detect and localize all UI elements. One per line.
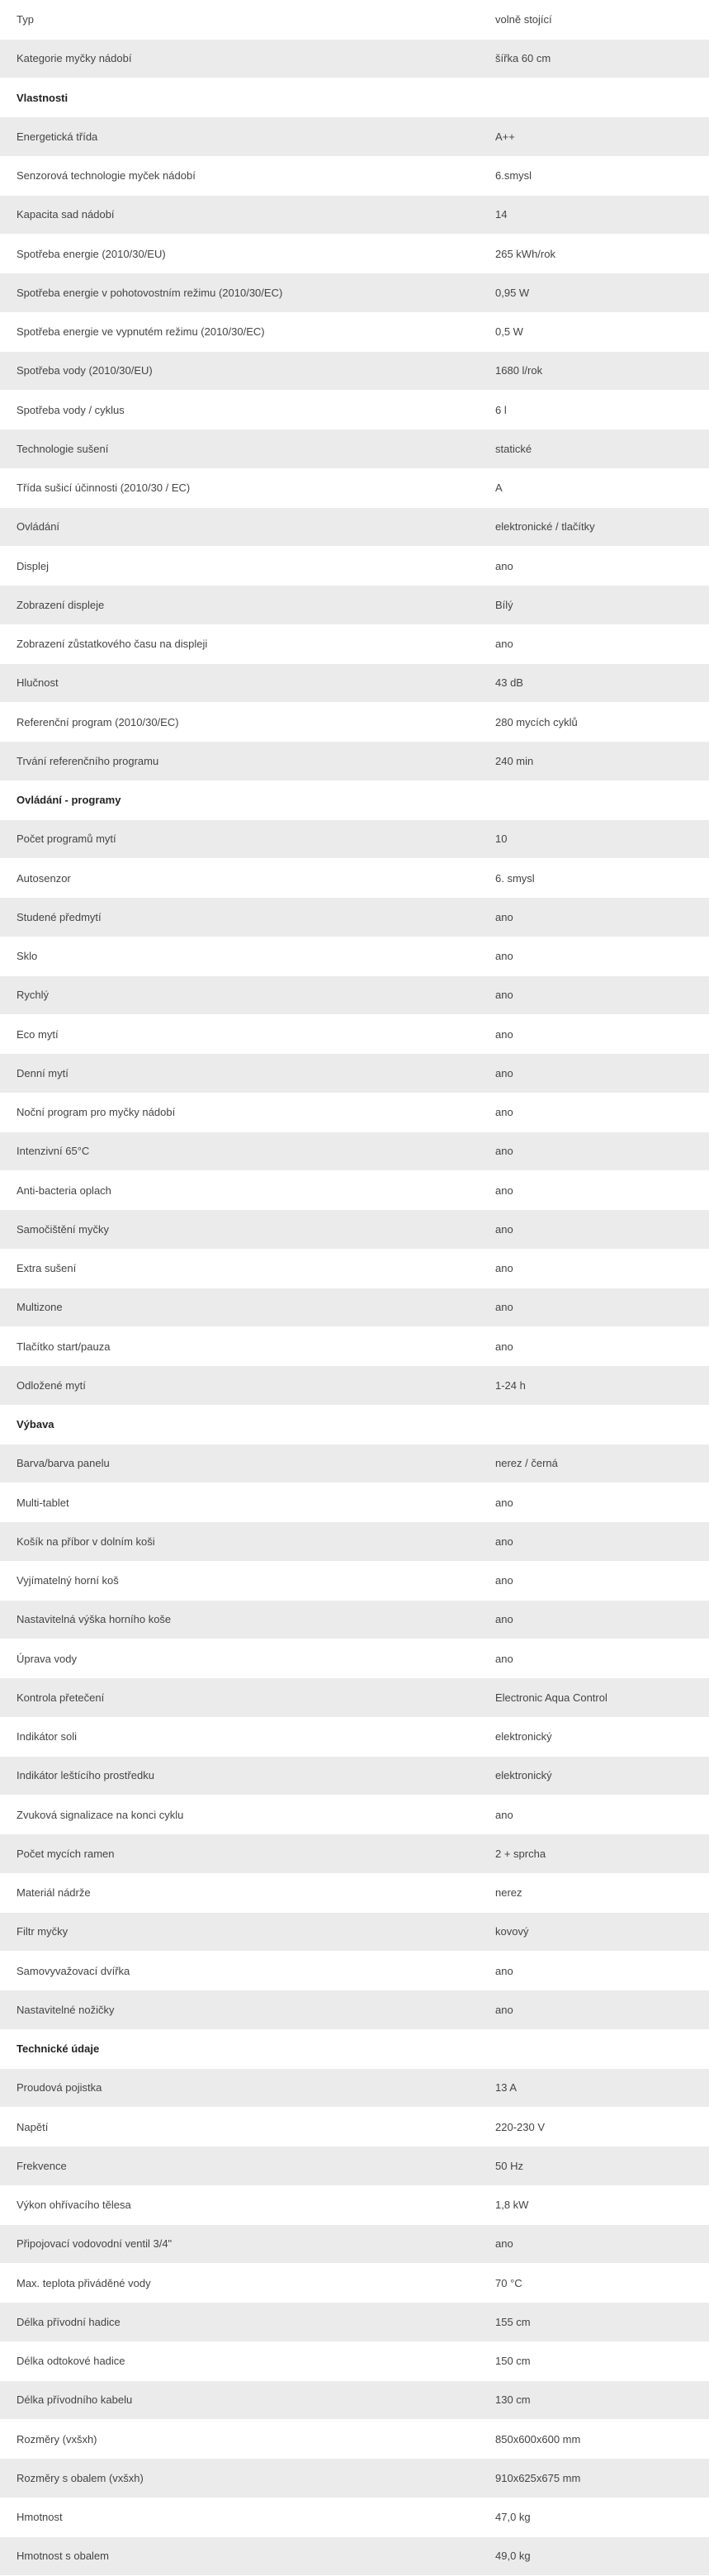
spec-label: Denní mytí: [0, 1054, 479, 1093]
spec-row: [0, 1015, 709, 1054]
spec-value: 70 °C: [479, 2264, 709, 2303]
spec-value: 280 mycích cyklů: [479, 703, 709, 742]
spec-label: Košík na příbor v dolním koši: [0, 1522, 479, 1561]
spec-label: Rychlý: [0, 975, 479, 1014]
spec-row: [0, 1522, 709, 1561]
spec-row: [0, 1093, 709, 1131]
section-title: Vlastnosti: [0, 78, 709, 117]
spec-label: Spotřeba energie v pohotovostním režimu (2010/30/EC): [0, 273, 479, 312]
spec-value: 0,5 W: [479, 312, 709, 351]
spec-row: [0, 1288, 709, 1326]
spec-row: [0, 39, 709, 78]
spec-value: ano: [479, 547, 709, 586]
spec-value: ano: [479, 898, 709, 937]
spec-value: 150 cm: [479, 2341, 709, 2380]
spec-value: elektronické / tlačítky: [479, 507, 709, 546]
spec-label: Proudová pojistka: [0, 2068, 479, 2107]
spec-value: ano: [479, 2224, 709, 2263]
spec-row: [0, 273, 709, 312]
spec-value: ano: [479, 1639, 709, 1678]
spec-row: [0, 1600, 709, 1639]
spec-row: [0, 1873, 709, 1912]
spec-row: [0, 2420, 709, 2459]
section-header-row: [0, 2029, 709, 2068]
spec-row: [0, 507, 709, 546]
spec-row: [0, 156, 709, 195]
spec-label: Extra sušení: [0, 1249, 479, 1288]
spec-label: Zobrazení displeje: [0, 586, 479, 624]
spec-label: Kontrola přetečení: [0, 1678, 479, 1717]
spec-label: Energetická třída: [0, 117, 479, 156]
spec-label: Připojovací vodovodní ventil 3/4": [0, 2224, 479, 2263]
spec-label: Technologie sušení: [0, 429, 479, 468]
spec-row: [0, 898, 709, 937]
spec-row: [0, 1249, 709, 1288]
spec-value: 10: [479, 819, 709, 858]
spec-label: Eco mytí: [0, 1015, 479, 1054]
spec-row: [0, 1756, 709, 1795]
spec-row: [0, 2498, 709, 2536]
spec-row: [0, 2185, 709, 2224]
section-title: Výbava: [0, 1405, 709, 1444]
spec-value: ano: [479, 1093, 709, 1131]
spec-label: Rozměry (vxšxh): [0, 2420, 479, 2459]
spec-value: nerez / černá: [479, 1444, 709, 1483]
spec-row: [0, 429, 709, 468]
spec-label: Nastavitelné nožičky: [0, 1990, 479, 2029]
spec-row: [0, 1834, 709, 1873]
spec-label: Noční program pro myčky nádobí: [0, 1093, 479, 1131]
spec-value: ano: [479, 1952, 709, 1990]
spec-value: ano: [479, 1249, 709, 1288]
spec-row: [0, 1171, 709, 1210]
spec-row: [0, 235, 709, 273]
spec-row: [0, 1483, 709, 1522]
spec-row: [0, 2147, 709, 2185]
spec-label: Barva/barva panelu: [0, 1444, 479, 1483]
spec-row: [0, 2224, 709, 2263]
spec-value: kovový: [479, 1912, 709, 1951]
spec-label: Napětí: [0, 2108, 479, 2147]
spec-value: ano: [479, 975, 709, 1014]
spec-value: elektronický: [479, 1717, 709, 1756]
spec-row: [0, 2380, 709, 2419]
spec-row: [0, 351, 709, 390]
spec-row: [0, 819, 709, 858]
spec-row: [0, 117, 709, 156]
spec-value: 155 cm: [479, 2303, 709, 2341]
spec-row: [0, 2536, 709, 2575]
spec-value: 850x600x600 mm: [479, 2420, 709, 2459]
spec-label: Počet programů mytí: [0, 819, 479, 858]
spec-value: 1680 l/rok: [479, 351, 709, 390]
spec-value: ano: [479, 1796, 709, 1834]
spec-label: Zvuková signalizace na konci cyklu: [0, 1796, 479, 1834]
spec-row: [0, 586, 709, 624]
spec-row: [0, 1990, 709, 2029]
spec-value: ano: [479, 1054, 709, 1093]
spec-label: Délka přívodní hadice: [0, 2303, 479, 2341]
spec-row: [0, 2068, 709, 2107]
spec-label: Kategorie myčky nádobí: [0, 39, 479, 78]
spec-value: 1,8 kW: [479, 2185, 709, 2224]
spec-label: Odložené mytí: [0, 1366, 479, 1405]
section-header-row: [0, 78, 709, 117]
spec-label: Hmotnost s obalem: [0, 2536, 479, 2575]
spec-row: [0, 624, 709, 663]
spec-label: Typ: [0, 0, 479, 39]
spec-value: 6.smysl: [479, 156, 709, 195]
spec-label: Výkon ohřívacího tělesa: [0, 2185, 479, 2224]
spec-label: Displej: [0, 547, 479, 586]
spec-label: Rozměry s obalem (vxšxh): [0, 2459, 479, 2498]
spec-label: Senzorová technologie myček nádobí: [0, 156, 479, 195]
spec-value: šířka 60 cm: [479, 39, 709, 78]
spec-label: Zobrazení zůstatkového času na displeji: [0, 624, 479, 663]
spec-label: Tlačítko start/pauza: [0, 1327, 479, 1366]
spec-row: [0, 1054, 709, 1093]
spec-label: Autosenzor: [0, 859, 479, 898]
spec-value: ano: [479, 1171, 709, 1210]
spec-label: Kapacita sad nádobí: [0, 195, 479, 234]
spec-label: Spotřeba energie (2010/30/EU): [0, 235, 479, 273]
spec-row: [0, 1639, 709, 1678]
spec-row: [0, 2303, 709, 2341]
spec-value: ano: [479, 1561, 709, 1600]
spec-row: [0, 195, 709, 234]
spec-label: Samočištění myčky: [0, 1210, 479, 1249]
spec-label: Multi-tablet: [0, 1483, 479, 1522]
spec-row: [0, 1678, 709, 1717]
spec-row: [0, 1561, 709, 1600]
spec-label: Vyjímatelný horní koš: [0, 1561, 479, 1600]
spec-row: [0, 312, 709, 351]
spec-value: 6 l: [479, 391, 709, 429]
spec-row: [0, 663, 709, 702]
spec-label: Délka přívodního kabelu: [0, 2380, 479, 2419]
spec-value: 13 A: [479, 2068, 709, 2107]
spec-label: Počet mycích ramen: [0, 1834, 479, 1873]
spec-label: Nastavitelná výška horního koše: [0, 1600, 479, 1639]
spec-value: 49,0 kg: [479, 2536, 709, 2575]
spec-row: [0, 859, 709, 898]
spec-value: 43 dB: [479, 663, 709, 702]
spec-value: 1-24 h: [479, 1366, 709, 1405]
spec-value: Electronic Aqua Control: [479, 1678, 709, 1717]
section-header-row: [0, 1405, 709, 1444]
spec-row: [0, 2459, 709, 2498]
spec-value: 130 cm: [479, 2380, 709, 2419]
spec-label: Referenční program (2010/30/EC): [0, 703, 479, 742]
spec-value: ano: [479, 1522, 709, 1561]
spec-value: 6. smysl: [479, 859, 709, 898]
spec-value: ano: [479, 1600, 709, 1639]
spec-value: volně stojící: [479, 0, 709, 39]
spec-value: ano: [479, 1327, 709, 1366]
spec-value: statické: [479, 429, 709, 468]
section-title: Ovládání - programy: [0, 780, 709, 819]
spec-value: 2 + sprcha: [479, 1834, 709, 1873]
spec-row: [0, 2108, 709, 2147]
spec-row: [0, 391, 709, 429]
spec-label: Ovládání: [0, 507, 479, 546]
spec-label: Max. teplota přiváděné vody: [0, 2264, 479, 2303]
spec-row: [0, 1327, 709, 1366]
spec-value: 910x625x675 mm: [479, 2459, 709, 2498]
spec-row: [0, 1131, 709, 1170]
spec-row: [0, 1912, 709, 1951]
spec-label: Samovyvažovací dvířka: [0, 1952, 479, 1990]
spec-label: Sklo: [0, 937, 479, 975]
spec-value: 220-230 V: [479, 2108, 709, 2147]
spec-row: [0, 975, 709, 1014]
spec-row: [0, 1952, 709, 1990]
spec-value: ano: [479, 1483, 709, 1522]
spec-label: Anti-bacteria oplach: [0, 1171, 479, 1210]
spec-label: Filtr myčky: [0, 1912, 479, 1951]
spec-row: [0, 1717, 709, 1756]
spec-row: [0, 1796, 709, 1834]
spec-value: 47,0 kg: [479, 2498, 709, 2536]
spec-row: [0, 0, 709, 39]
spec-row: [0, 547, 709, 586]
spec-value: 14: [479, 195, 709, 234]
spec-value: A++: [479, 117, 709, 156]
spec-row: [0, 1210, 709, 1249]
spec-value: 50 Hz: [479, 2147, 709, 2185]
spec-label: Indikátor leštícího prostředku: [0, 1756, 479, 1795]
spec-label: Hlučnost: [0, 663, 479, 702]
spec-value: 0,95 W: [479, 273, 709, 312]
spec-value: 265 kWh/rok: [479, 235, 709, 273]
spec-label: Materiál nádrže: [0, 1873, 479, 1912]
spec-label: Třída sušicí účinnosti (2010/30 / EC): [0, 468, 479, 507]
spec-value: 240 min: [479, 742, 709, 780]
spec-row: [0, 742, 709, 780]
spec-row: [0, 2264, 709, 2303]
spec-label: Hmotnost: [0, 2498, 479, 2536]
spec-value: ano: [479, 624, 709, 663]
spec-value: ano: [479, 937, 709, 975]
spec-label: Spotřeba vody / cyklus: [0, 391, 479, 429]
spec-value: elektronický: [479, 1756, 709, 1795]
spec-value: A: [479, 468, 709, 507]
spec-row: [0, 937, 709, 975]
spec-label: Spotřeba vody (2010/30/EU): [0, 351, 479, 390]
spec-row: [0, 2341, 709, 2380]
spec-row: [0, 468, 709, 507]
spec-value: ano: [479, 1210, 709, 1249]
spec-label: Indikátor soli: [0, 1717, 479, 1756]
spec-row: [0, 1366, 709, 1405]
spec-row: [0, 703, 709, 742]
spec-label: Intenzivní 65°C: [0, 1131, 479, 1170]
spec-value: ano: [479, 1288, 709, 1326]
spec-label: Spotřeba energie ve vypnutém režimu (2010/30/EC): [0, 312, 479, 351]
spec-value: ano: [479, 1990, 709, 2029]
spec-value: nerez: [479, 1873, 709, 1912]
spec-label: Studené předmytí: [0, 898, 479, 937]
spec-value: Bílý: [479, 586, 709, 624]
section-header-row: [0, 780, 709, 819]
spec-label: Trvání referenčního programu: [0, 742, 479, 780]
spec-label: Úprava vody: [0, 1639, 479, 1678]
spec-value: ano: [479, 1015, 709, 1054]
spec-label: Délka odtokové hadice: [0, 2341, 479, 2380]
spec-value: ano: [479, 1131, 709, 1170]
spec-row: [0, 1444, 709, 1483]
section-title: Technické údaje: [0, 2029, 709, 2068]
spec-label: Frekvence: [0, 2147, 479, 2185]
spec-label: Multizone: [0, 1288, 479, 1326]
